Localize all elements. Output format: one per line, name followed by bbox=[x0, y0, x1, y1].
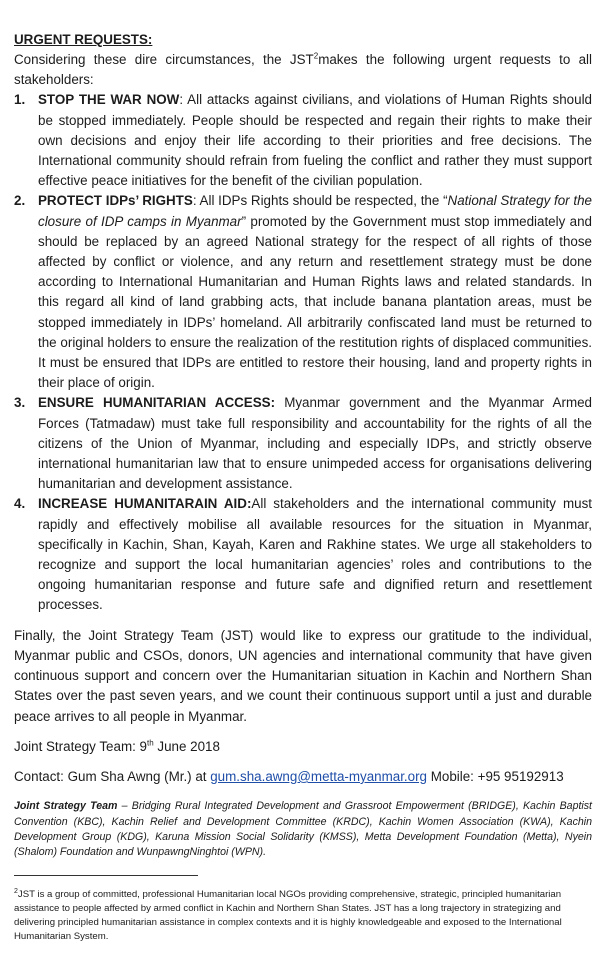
request-item-4 bbox=[14, 494, 592, 615]
request-text: Myanmar government and the Myanmar Armed Forces (Tatmadaw) must take full responsibility and accountability for the rights of all the citizens of the Union of Myanmar, including and especially IDPs, and strictly observe international humanitarian law that to ensure unimpeded access for organisations delivering humanitarian and development assistance. bbox=[38, 395, 592, 492]
signature-date: June 2018 bbox=[153, 738, 220, 754]
request-text: All stakeholders and the international community must rapidly and effectively mobilise all available resources for the situation in Myanmar, specifically in Kachin, Shan, Kayah, Karen and Rakhine states. We urge all stakeholders to recognize and support the local humanitarian agencies’ roles and contributions to the ongoing humanitarian response and future safe and dignified return and resettlement processes. bbox=[38, 496, 592, 613]
request-title: INCREASE HUMANITARAIN AID: bbox=[38, 496, 252, 512]
contact-email-link[interactable]: gum.sha.awng@metta-myanmar.org bbox=[210, 768, 428, 784]
intro-text: Considering these dire circumstances, the JST bbox=[14, 52, 314, 67]
request-title: STOP THE WAR NOW bbox=[38, 92, 180, 108]
intro-text-rest: makes the following urgent requests to all stakeholders: bbox=[14, 52, 592, 88]
strategy-title: National Strategy for the closure of IDP camps in Myanmar bbox=[38, 193, 592, 229]
signature-text: Joint Strategy Team: 9 bbox=[14, 738, 147, 754]
team-list: – Bridging Rural Integrated Development and Grassroot Empowerment (BRIDGE), Kachin Baptist Convention (KBC), Kachin Relief and Development Committee (KRDC), Kachin Women Association (KWA), Kachin Development Group (KDG), Karuna Mission Social Solidarity (KMSS), Metta Development Foundation (Metta), Nyein (Shalom) Foundation and WunpawngNinghtoi (WPN). bbox=[14, 800, 592, 859]
signature-line bbox=[14, 737, 592, 757]
request-number: 4. bbox=[14, 496, 26, 512]
footnote-marker: 2 bbox=[14, 887, 18, 895]
request-item-1 bbox=[14, 90, 592, 191]
contact-line bbox=[14, 767, 592, 787]
closing-paragraph: Finally, the Joint Strategy Team (JST) would like to express our gratitude to the individual, Myanmar public and CSOs, donors, UN agencies and international community that have given continuous support and concern over the Humanitarian situation in Kachin and Northern Shan States over the past seven years, and we count their continuous support until a just and durable peace arrives to all people in Myanmar. bbox=[14, 627, 592, 724]
contact-label: Contact: Gum Sha Awng (Mr.) at bbox=[14, 768, 211, 784]
request-text: : All attacks against civilians, and violations of Human Rights should be stopped immediately. People should be respected and regain their rights to make their own decisions and enjoy their life according to their priorities and free decisions. The International community should refrain from fueling the conflict and rather they must support effective peace initiatives for the benefit of the civilian population. bbox=[38, 92, 592, 189]
requests-list bbox=[14, 90, 592, 615]
request-title: PROTECT IDPs’ RIGHTS bbox=[38, 193, 193, 209]
request-number: 3. bbox=[14, 395, 26, 411]
request-text-rest: ” promoted by the Government must stop immediately and should be replaced by an agreed National strategy for the respect of all rights of those affected by conflict or violence, and any return and resettlement strategy must be done according to International Humanitarian and Human Rights laws and related standards. In this regard all kind of land grabbing acts, that include banana plantation areas, must be stopped immediately in IDPs’ homeland. All arbitrarily confiscated land must be returned to the original holders to ensure the realization of the restitution rights of displaced communities. It must be ensured that IDPs are entitled to restore their housing, land and property rights in their place of origin. bbox=[38, 213, 592, 391]
footnote-text: JST is a group of committed, professional Humanitarian local NGOs providing comprehensive, strategic, principled humanitarian assistance to people affected by armed conflict in Kachin and Northern Shan States. JST has a long trajectory in strategizing and delivering principled humanitarian assistance in complex contexts and it is highly knowledgeable and exposed to the International Humanitarian System. bbox=[14, 888, 562, 943]
request-text: : All IDPs Rights should be respected, the “ bbox=[192, 193, 448, 209]
request-item-3 bbox=[14, 393, 592, 494]
team-title: Joint Strategy Team bbox=[14, 800, 118, 813]
request-title: ENSURE HUMANITARIAN ACCESS: bbox=[38, 395, 276, 411]
contact-mobile: Mobile: +95 95192913 bbox=[427, 768, 564, 784]
date-suffix: th bbox=[146, 738, 154, 748]
intro-paragraph bbox=[14, 50, 592, 90]
team-members bbox=[14, 799, 592, 861]
request-item-2 bbox=[14, 191, 592, 393]
request-number: 2. bbox=[14, 193, 26, 209]
footnote-divider bbox=[14, 875, 198, 876]
section-heading: URGENT REQUESTS: bbox=[14, 32, 153, 47]
request-number: 1. bbox=[14, 92, 26, 108]
footnote-ref[interactable]: 2 bbox=[313, 51, 319, 61]
footnote bbox=[14, 888, 592, 945]
